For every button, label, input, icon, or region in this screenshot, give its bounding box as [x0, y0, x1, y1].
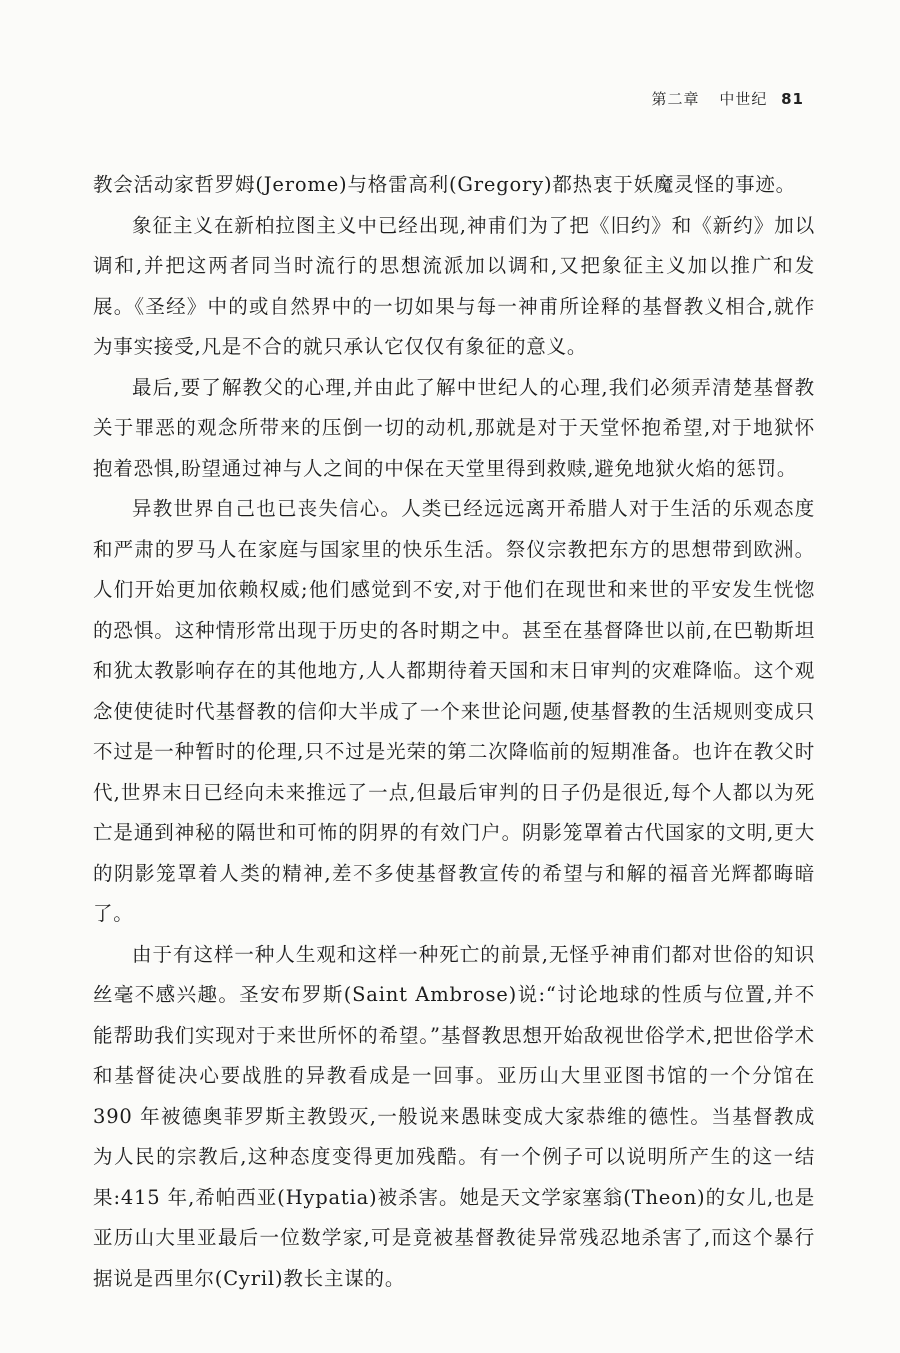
- paragraph: 由于有这样一种人生观和这样一种死亡的前景,无怪乎神甫们都对世俗的知识丝毫不感兴趣。圣安布罗斯(Saint Ambrose)说:“讨论地球的性质与位置,并不能帮助我们实现对于来世所怀的希望。”基督教思想开始敌视世俗学术,把世俗学术和基督徒决心要战胜的异教看成是一回事。亚历山大里亚图书馆的一个分馆在 390 年被德奥菲罗斯主教毁灭,一般说来愚昧变成大家恭维的德性。当基督教成为人民的宗教后,这种态度变得更加残酷。有一个例子可以说明所产生的这一结果:415 年,希帕西亚(Hypatia)被杀害。她是天文学家塞翁(Theon)的女儿,也是亚历山大里亚最后一位数学家,可是竟被基督教徒异常残忍地杀害了,而这个暴行据说是西里尔(Cyril)教长主谋的。: [93, 942, 815, 1290]
- section-title: 中世纪: [719, 90, 768, 108]
- paragraph-continued: 教会活动家哲罗姆(Jerome)与格雷高利(Gregory)都热衷于妖魔灵怪的事迹。: [93, 173, 796, 196]
- paragraph: 异教世界自己也已丧失信心。人类已经远远离开希腊人对于生活的乐观态度和严肃的罗马人在家庭与国家里的快乐生活。祭仪宗教把东方的思想带到欧洲。人们开始更加依赖权威;他们感觉到不安,对于他们在现世和来世的平安发生恍惚的恐惧。这种情形常出现于历史的各时期之中。甚至在基督降世以前,在巴勒斯坦和犹太教影响存在的其他地方,人人都期待着天国和末日审判的灾难降临。这个观念使使徒时代基督教的信仰大半成了一个来世论问题,使基督教的生活规则变成只不过是一种暂时的伦理,只不过是光荣的第二次降临前的短期准备。也许在教父时代,世界末日已经向未来推远了一点,但最后审判的日子仍是很近,每个人都以为死亡是通到神秘的隔世和可怖的阴界的有效门户。阴影笼罩着古代国家的文明,更大的阴影笼罩着人类的精神,差不多使基督教宣传的希望与和解的福音光辉都晦暗了。: [93, 497, 815, 925]
- page-number: 81: [781, 90, 804, 108]
- paragraph: 象征主义在新柏拉图主义中已经出现,神甫们为了把《旧约》和《新约》加以调和,并把这两者同当时流行的思想流派加以调和,又把象征主义加以推广和发展。《圣经》中的或自然界中的一切如果与每一神甫所诠释的基督教义相合,就作为事实接受,凡是不合的就只承认它仅仅有象征的意义。: [93, 213, 815, 358]
- running-head: [652, 88, 804, 109]
- body-text: [93, 165, 815, 1299]
- chapter-label: 第二章: [651, 90, 700, 108]
- paragraph: 最后,要了解教父的心理,并由此了解中世纪人的心理,我们必须弄清楚基督教关于罪恶的观念所带来的压倒一切的动机,那就是对于天堂怀抱希望,对于地狱怀抱着恐惧,盼望通过神与人之间的中保在天堂里得到救赎,避免地狱火焰的惩罚。: [93, 375, 815, 480]
